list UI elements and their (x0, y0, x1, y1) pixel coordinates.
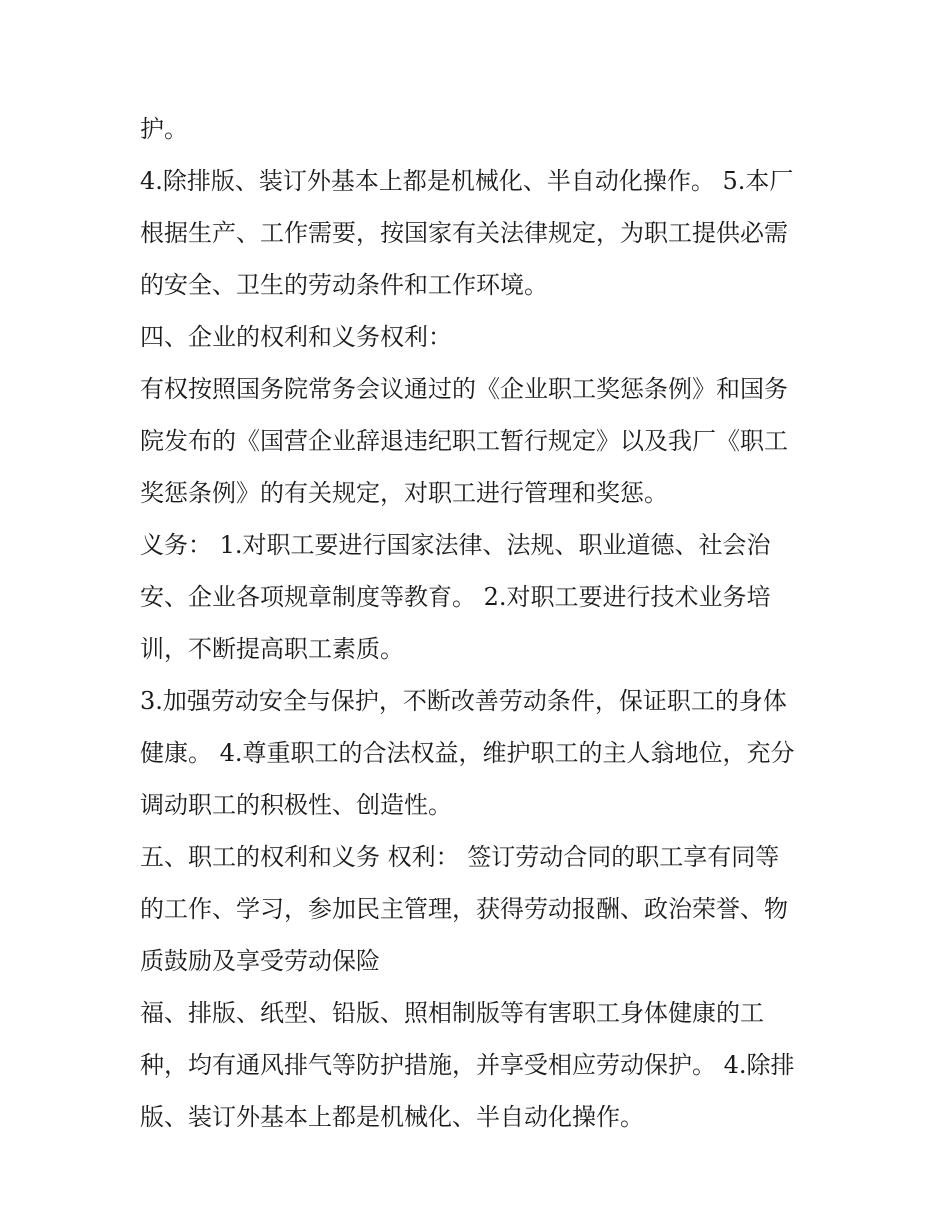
text-line: 安、企业各项规章制度等教育。 2.对职工要进行技术业务培 (140, 583, 771, 611)
text-line: 版、装订外基本上都是机械化、半自动化操作。 (140, 1103, 644, 1131)
text-line: 种，均有通风排气等防护措施，并享受相应劳动保护。 4.除排 (140, 1051, 795, 1079)
text-line: 调动职工的积极性、创造性。 (140, 791, 452, 819)
document-text (140, 103, 820, 1143)
text-line: 福、排版、纸型、铅版、照相制版等有害职工身体健康的工 (140, 999, 764, 1027)
text-line: 的安全、卫生的劳动条件和工作环境。 (140, 271, 548, 299)
section-heading: 四、企业的权利和义务权利： (140, 323, 452, 351)
section-heading: 五、职工的权利和义务 权利： 签订劳动合同的职工享有同等 (140, 843, 780, 871)
text-line: 奖惩条例》的有关规定，对职工进行管理和奖惩。 (140, 479, 668, 507)
text-line: 的工作、学习，参加民主管理，获得劳动报酬、政治荣誉、物 (140, 895, 788, 923)
text-line: 义务： 1.对职工要进行国家法律、法规、职业道德、社会治 (140, 531, 771, 559)
text-line: 健康。 4.尊重职工的合法权益，维护职工的主人翁地位，充分 (140, 739, 795, 767)
text-line: 有权按照国务院常务会议通过的《企业职工奖惩条例》和国务 (140, 375, 788, 403)
text-line: 护。 (140, 115, 188, 143)
text-line: 院发布的《国营企业辞退违纪职工暂行规定》以及我厂《职工 (140, 427, 788, 455)
text-line: 质鼓励及享受劳动保险 (140, 947, 380, 975)
text-line: 3.加强劳动安全与保护，不断改善劳动条件，保证职工的身体 (140, 687, 787, 715)
text-line: 训，不断提高职工素质。 (140, 635, 404, 663)
text-line: 4.除排版、装订外基本上都是机械化、半自动化操作。 5.本厂 (140, 167, 794, 195)
text-line: 根据生产、工作需要，按国家有关法律规定，为职工提供必需 (140, 219, 788, 247)
